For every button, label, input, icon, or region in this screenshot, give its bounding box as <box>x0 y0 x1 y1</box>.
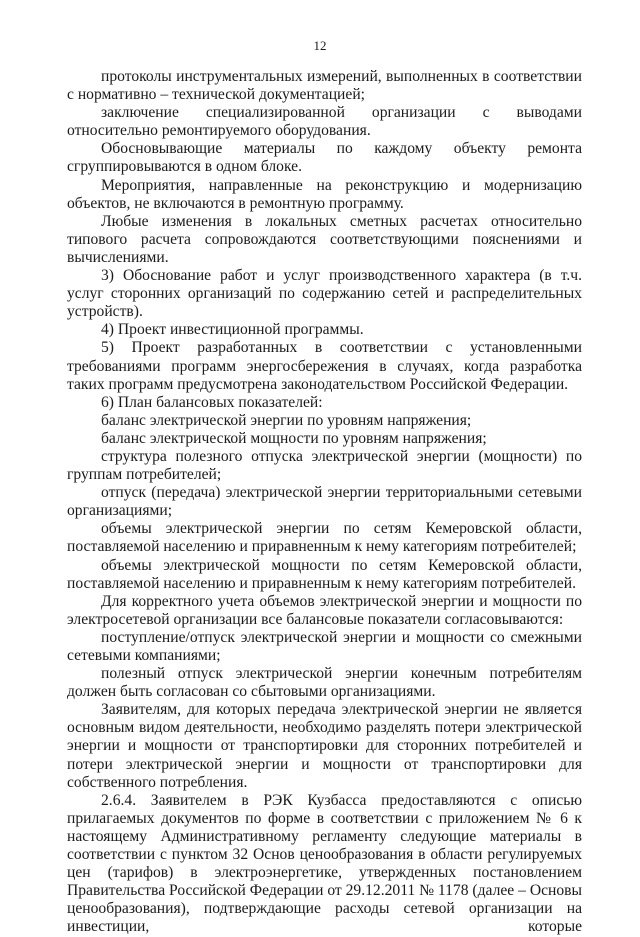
paragraph-12: структура полезного отпуска электрической энергии (мощности) по группам потребителей; <box>67 447 582 484</box>
paragraph-15: объемы электрической мощности по сетям Кемеровской области, поставляемой населению и приравненным к нему категориям потребителей. <box>67 556 582 592</box>
paragraph-11: баланс электрической мощности по уровням напряжения; <box>101 429 487 447</box>
paragraph-6: 3) Обоснование работ и услуг производственного характера (в т.ч. услуг сторонних организаций по содержанию сетей и распределительных устройств). <box>67 267 582 321</box>
paragraph-10: баланс электрической энергии по уровням напряжения; <box>101 411 472 429</box>
paragraph-5: Любые изменения в локальных сметных расчетах относительно типового расчета сопровождаются соответствующими пояснениями и вычислениями. <box>67 212 582 266</box>
paragraph-7: 4) Проект инвестиционной программы. <box>101 321 364 339</box>
page-number: 12 <box>313 38 327 53</box>
paragraph-20: 2.6.4. Заявителем в РЭК Кузбасса предоставляются с описью прилагаемых документов по форме в соответствии с приложением № 6 к настоящему Административному регламенту следующие материалы в соответствии с пунктом 32 Основ ценообразования в области регулируемых цен (тарифов) в электроэнергетике, утвержденных постановлением Правительства Российской Федерации от 29.12.2011 № 1178 (далее – Основы ценообразования), подтверждающие расходы сетевой организации на инвестиции, которые <box>67 791 582 936</box>
paragraph-14: объемы электрической энергии по сетям Кемеровской области, поставляемой населению и приравненным к нему категориям потребителей; <box>67 520 582 556</box>
paragraph-17: поступление/отпуск электрической энергии и мощности со смежными сетевыми компаниями; <box>67 628 582 664</box>
paragraph-4: Мероприятия, направленные на реконструкцию и модернизацию объектов, не включаются в ремонтную программу. <box>67 176 582 212</box>
paragraph-9: 6) План балансовых показателей: <box>101 393 323 411</box>
paragraph-1: протоколы инструментальных измерений, выполненных в соответствии с нормативно – технической документацией; <box>67 68 582 104</box>
paragraph-16: Для корректного учета объемов электрической энергии и мощности по электросетевой организации все балансовые показатели согласовываются: <box>67 592 582 628</box>
paragraph-8: 5) Проект разработанных в соответствии с установленными требованиями программ энергосбережения в случаях, когда разработка таких программ предусмотрена законодательством Российской Федерации. <box>67 339 582 393</box>
paragraph-19: Заявителям, для которых передача электрической энергии не является основным видом деятельности, необходимо разделять потери электрической энергии и мощности от транспортировки для сторонних потребителей и потери электрической энергии и мощности от транспортировки для собственного потребления. <box>67 701 582 791</box>
paragraph-3: Обосновывающие материалы по каждому объекту ремонта сгруппировываются в одном блоке. <box>67 140 582 176</box>
document-body <box>67 68 582 937</box>
paragraph-18: полезный отпуск электрической энергии конечным потребителям должен быть согласован со сбытовыми организациями. <box>67 665 582 701</box>
paragraph-13: отпуск (передача) электрической энергии территориальными сетевыми организациями; <box>67 484 582 520</box>
paragraph-2: заключение специализированной организации с выводами относительно ремонтируемого оборудования. <box>67 104 582 140</box>
